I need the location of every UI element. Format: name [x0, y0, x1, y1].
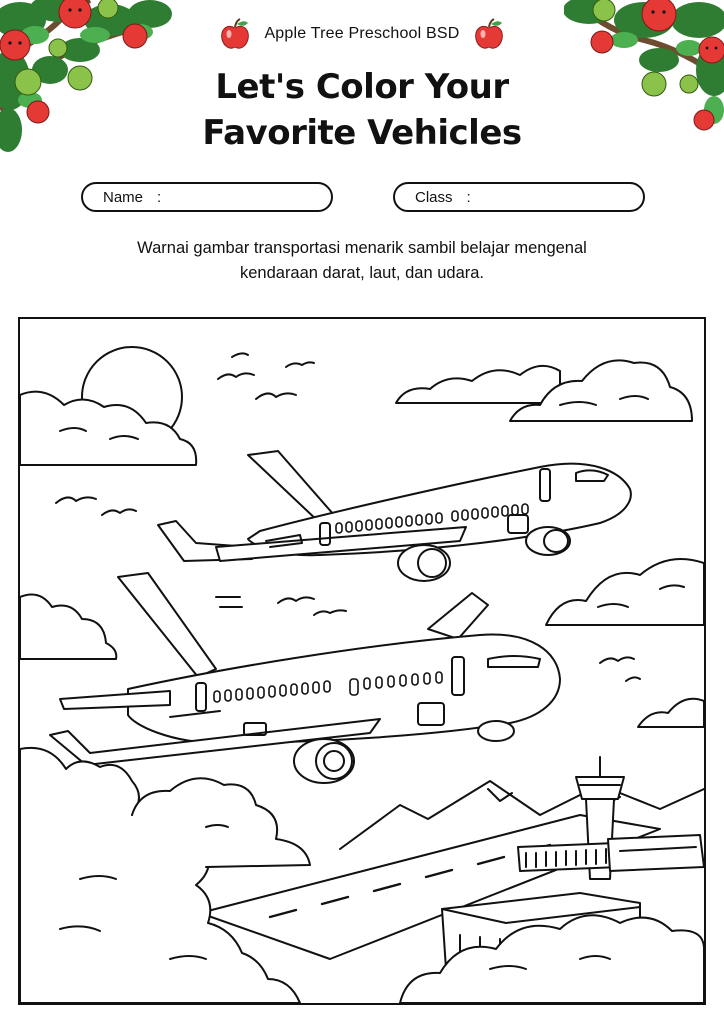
instructions-line-2: kendaraan darat, laut, dan udara. — [239, 264, 484, 282]
coloring-frame — [18, 317, 706, 1005]
cloud-outline — [20, 748, 300, 1003]
bird-outline — [626, 677, 640, 681]
cloud-outline — [20, 392, 196, 465]
name-label: Name — [103, 188, 144, 206]
bird-outline — [286, 362, 314, 367]
school-header — [0, 18, 724, 50]
bird-outline — [600, 657, 634, 663]
apple-icon — [474, 18, 504, 50]
cloud-outline — [396, 366, 560, 403]
bird-outline — [278, 597, 314, 603]
cloud-outline — [638, 699, 704, 727]
bird-outline — [314, 610, 346, 615]
bird-outline — [56, 497, 96, 503]
bird-outline — [256, 393, 296, 399]
name-separator: : — [157, 188, 162, 206]
cloud-outline — [546, 559, 704, 625]
class-field[interactable] — [393, 182, 645, 212]
title-line-1: Let's Color Your — [215, 67, 509, 107]
title-line-2: Favorite Vehicles — [202, 113, 522, 153]
school-name: Apple Tree Preschool BSD — [264, 25, 460, 42]
airplane-illustration — [20, 319, 704, 1003]
instructions-line-1: Warnai gambar transportasi menarik sambil belajar mengenal — [137, 239, 587, 257]
bird-outline — [218, 373, 254, 379]
cloud-outline — [20, 595, 116, 659]
apple-icon — [220, 18, 250, 50]
class-label: Class — [415, 188, 453, 206]
bird-outline — [102, 509, 136, 515]
airplane-lower-outline — [50, 573, 560, 783]
bird-outline — [232, 353, 248, 357]
class-separator: : — [466, 188, 471, 206]
page-title — [0, 64, 724, 156]
airplane-upper-outline — [158, 451, 631, 581]
instructions — [60, 236, 664, 286]
name-field[interactable] — [81, 182, 333, 212]
